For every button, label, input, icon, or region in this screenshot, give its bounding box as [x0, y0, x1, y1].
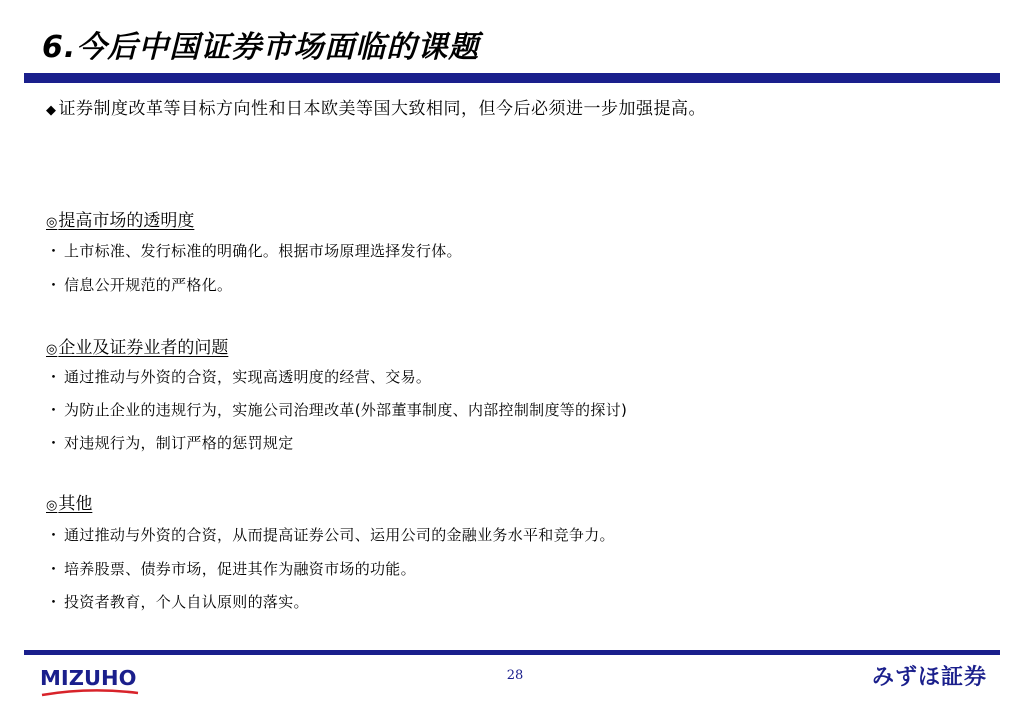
logo-swoosh-icon	[40, 688, 140, 698]
bullet-dot-icon: ・	[46, 560, 62, 578]
footer-divider-bar	[24, 650, 1000, 655]
list-item	[46, 594, 309, 610]
bullet-dot-icon: ・	[46, 276, 62, 294]
section-companies	[46, 333, 228, 358]
list-item	[46, 243, 462, 259]
title-underline-bar	[24, 73, 1000, 83]
diamond-bullet-icon: ◆	[46, 103, 57, 118]
double-circle-icon: ◎	[46, 498, 58, 513]
section-heading-text: 其他	[58, 494, 93, 514]
list-item-text: 上市标准、发行标准的明确化。根据市场原理选择发行体。	[64, 242, 462, 260]
list-item-text: 对违规行为，制订严格的惩罚规定	[64, 434, 294, 452]
double-circle-icon: ◎	[46, 215, 58, 230]
bullet-dot-icon: ・	[46, 593, 62, 611]
list-item	[46, 277, 232, 293]
list-item-text: 信息公开规范的严格化。	[64, 276, 233, 294]
bullet-dot-icon: ・	[46, 526, 62, 544]
lead-statement	[46, 94, 706, 119]
section-heading-text: 企业及证券业者的问题	[58, 338, 229, 358]
logo-wordmark: MIZUHO	[40, 666, 137, 690]
bullet-dot-icon: ・	[46, 401, 62, 419]
mizuho-logo	[40, 664, 140, 700]
bullet-dot-icon: ・	[46, 242, 62, 260]
section-heading-text: 提高市场的透明度	[58, 211, 195, 231]
bullet-dot-icon: ・	[46, 434, 62, 452]
list-item	[46, 435, 294, 451]
section-transparency	[46, 206, 194, 231]
lead-text: 证券制度改革等目标方向性和日本欧美等国大致相同，但今后必须进一步加强提高。	[58, 99, 706, 119]
page-number: 28	[506, 668, 524, 683]
section-heading	[46, 489, 92, 514]
double-circle-icon: ◎	[46, 342, 58, 357]
list-item	[46, 402, 627, 418]
list-item-text: 为防止企业的违规行为，实施公司治理改革(外部董事制度、内部控制制度等的探讨)	[64, 401, 628, 419]
section-heading	[46, 333, 228, 358]
section-other	[46, 489, 92, 514]
list-item	[46, 369, 431, 385]
brand-japanese-logo: みずほ証券	[872, 665, 988, 690]
slide-title: 6.今后中国证券市场面临的课题	[42, 30, 480, 65]
bullet-dot-icon: ・	[46, 368, 62, 386]
list-item-text: 投资者教育，个人自认原则的落实。	[64, 593, 309, 611]
list-item-text: 通过推动与外资的合资，从而提高证券公司、运用公司的金融业务水平和竞争力。	[64, 526, 615, 544]
list-item	[46, 527, 615, 543]
list-item	[46, 561, 416, 577]
list-item-text: 培养股票、债券市场，促进其作为融资市场的功能。	[64, 560, 416, 578]
section-heading	[46, 206, 194, 231]
list-item-text: 通过推动与外资的合资，实现高透明度的经营、交易。	[64, 368, 432, 386]
